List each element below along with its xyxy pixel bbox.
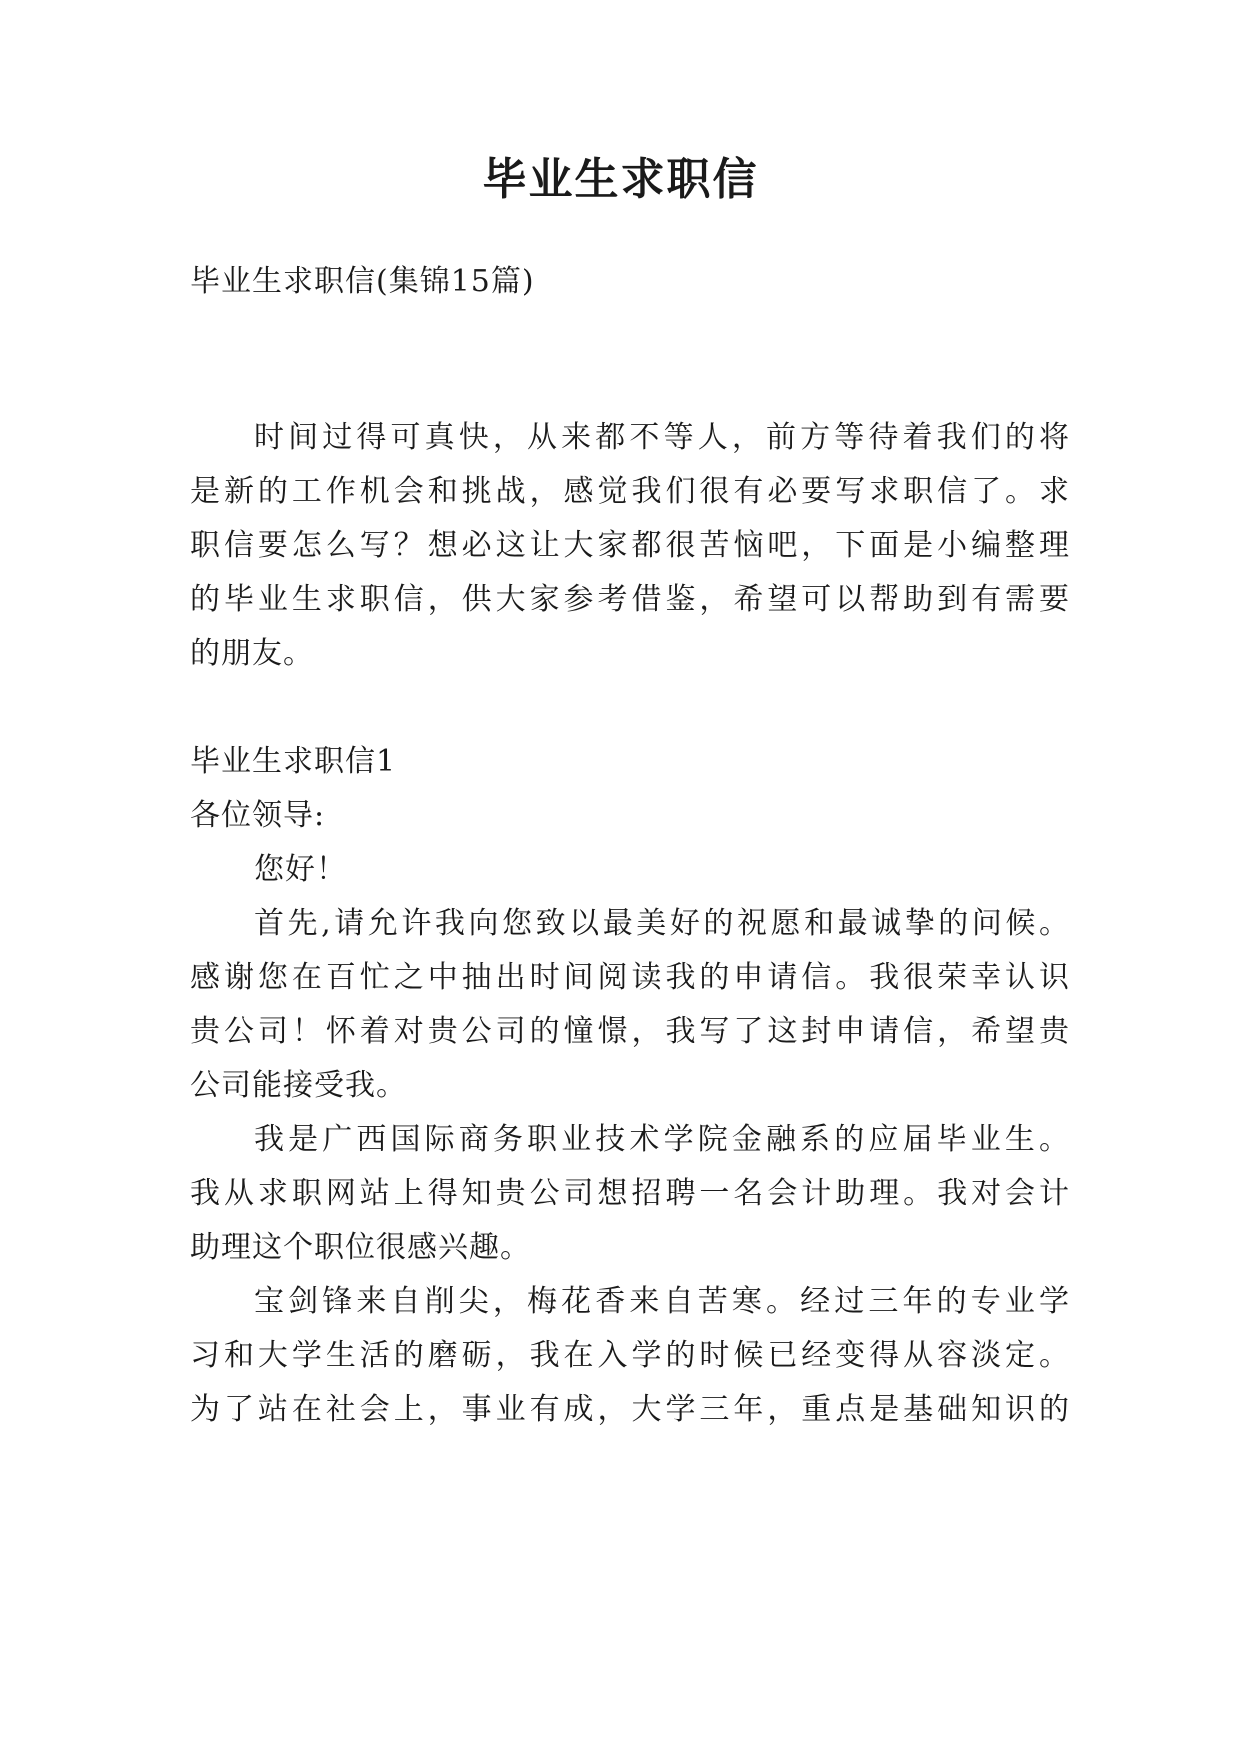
- letter-paragraph-line: 我从求职网站上得知贵公司想招聘一名会计助理。我对会计: [190, 1176, 1070, 1211]
- letter-heading: 毕业生求职信1: [190, 744, 397, 779]
- intro-line: 是新的工作机会和挑战，感觉我们很有必要写求职信了。求: [190, 474, 1070, 509]
- letter-paragraph-line: 习和大学生活的磨砺，我在入学的时候已经变得从容淡定。: [190, 1338, 1070, 1373]
- letter-greeting: 您好！: [254, 852, 347, 887]
- letter-paragraph-line: 助理这个职位很感兴趣。: [190, 1230, 531, 1265]
- letter-paragraph-line: 首先,请允许我向您致以最美好的祝愿和最诚挚的问候。: [254, 906, 1070, 941]
- letter-paragraph-line: 感谢您在百忙之中抽出时间阅读我的申请信。我很荣幸认识: [190, 960, 1070, 995]
- intro-line: 的毕业生求职信，供大家参考借鉴，希望可以帮助到有需要: [190, 582, 1070, 617]
- intro-line: 时间过得可真快，从来都不等人，前方等待着我们的将: [254, 420, 1070, 455]
- document-title: 毕业生求职信: [482, 154, 759, 205]
- letter-paragraph-line: 公司能接受我。: [190, 1068, 407, 1103]
- letter-salutation: 各位领导:: [190, 798, 326, 833]
- intro-line: 的朋友。: [190, 636, 314, 671]
- letter-paragraph-line: 贵公司！怀着对贵公司的憧憬，我写了这封申请信，希望贵: [190, 1014, 1070, 1049]
- letter-paragraph-line: 宝剑锋来自削尖，梅花香来自苦寒。经过三年的专业学: [254, 1284, 1070, 1319]
- letter-paragraph-line: 我是广西国际商务职业技术学院金融系的应届毕业生。: [254, 1122, 1070, 1157]
- intro-line: 职信要怎么写？想必这让大家都很苦恼吧，下面是小编整理: [190, 528, 1070, 563]
- letter-paragraph-line: 为了站在社会上，事业有成，大学三年，重点是基础知识的: [190, 1392, 1070, 1427]
- document-subtitle: 毕业生求职信(集锦15篇): [190, 264, 535, 299]
